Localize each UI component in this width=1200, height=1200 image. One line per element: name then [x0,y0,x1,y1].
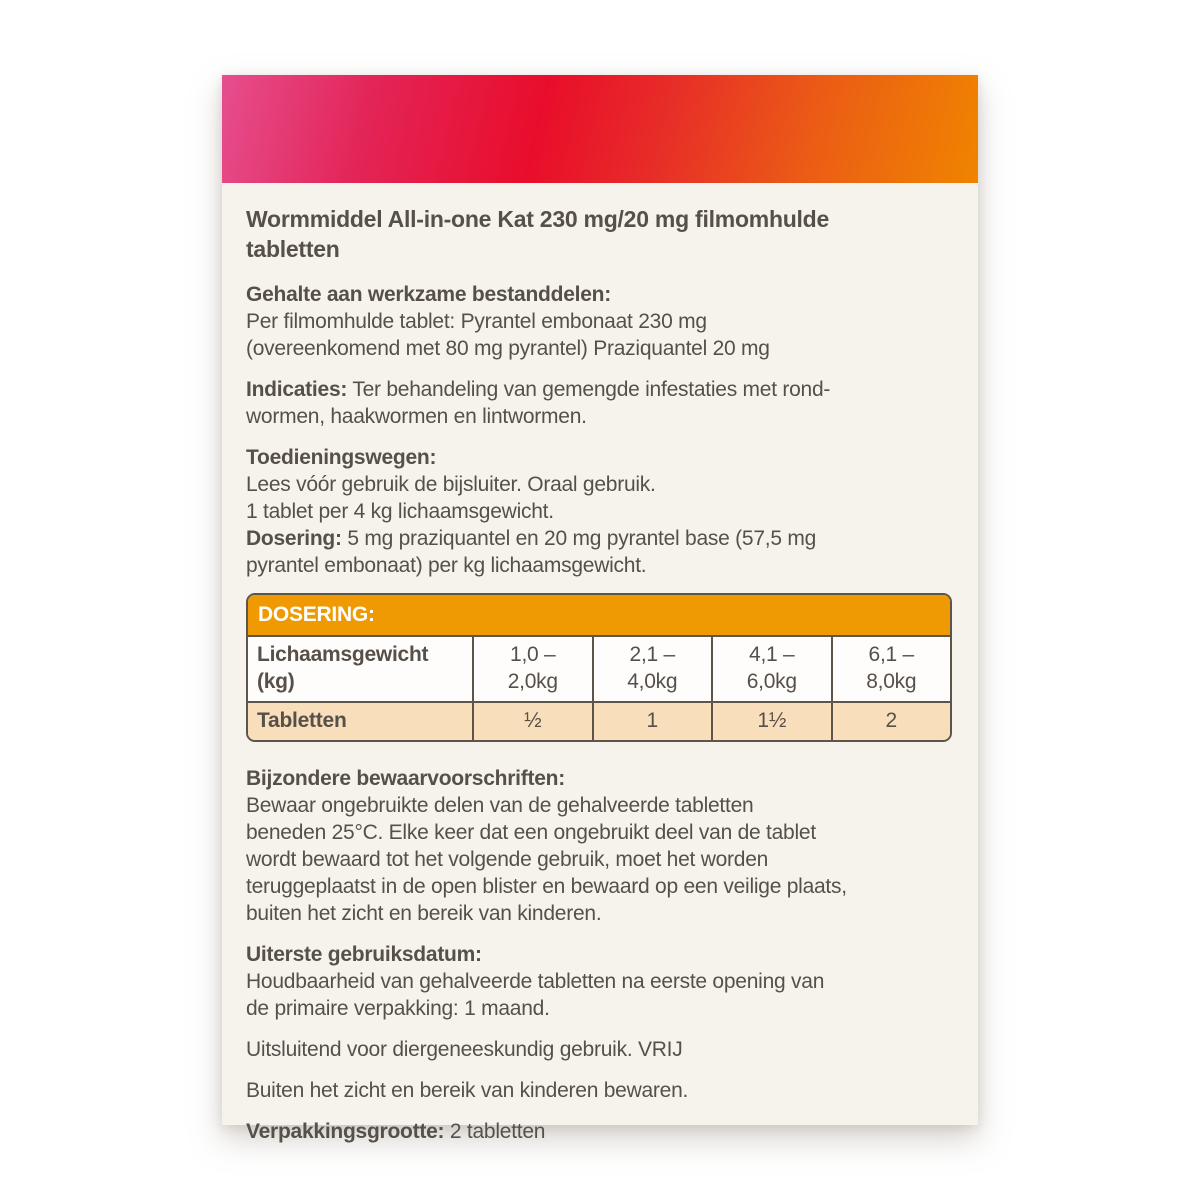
section-pack-size [246,1118,952,1145]
body-line: Houdbaarheid van gehalveerde tabletten na eerste opening van [246,970,825,993]
section-expiry [246,941,952,1022]
body-line [246,1118,952,1145]
section-veterinary-use [246,1036,952,1063]
body-line: wordt bewaard tot het volgende gebruik, moet het worden [246,848,769,871]
table-cell-weight-range: 2,1 – 4,0kg [592,637,712,701]
table-cell-weight-range: 4,1 – 6,0kg [711,637,831,701]
body-line: Bewaar ongebruikte delen van de gehalveerde tabletten [246,794,754,817]
product-title [246,204,952,264]
product-title-line: tabletten [246,236,340,262]
body-line: (overeenkomend met 80 mg pyrantel) Praziquantel 20 mg [246,337,770,360]
inline-label: Dosering: [246,527,342,550]
table-cell-tablet-count: 1 [592,703,712,740]
section-storage [246,765,952,927]
medicine-label-card [222,75,978,1143]
table-row-bodyweight [248,637,950,701]
body-line [246,525,952,552]
table-cell-tablet-count: 1½ [711,703,831,740]
body-line: wormen, haakwormen en lintwormen. [246,405,587,428]
label-content [222,183,978,1145]
table-cell-weight-range: 1,0 – 2,0kg [472,637,592,701]
section-administration [246,444,952,579]
body-line: Per filmomhulde tablet: Pyrantel embonaat 230 mg [246,310,707,333]
section-heading: Gehalte aan werkzame bestanddelen: [246,283,611,306]
body-line: pyrantel embonaat) per kg lichaamsgewicht. [246,554,647,577]
section-heading: Uiterste gebruiksdatum: [246,943,482,966]
table-cell-tablets-label: Tabletten [257,709,347,732]
body-line: Lees vóór gebruik de bijsluiter. Oraal gebruik. [246,473,656,496]
inline-label: Verpakkingsgrootte: [246,1120,445,1143]
body-line: Buiten het zicht en bereik van kinderen bewaren. [246,1079,689,1102]
product-title-line: Wormmiddel All-in-one Kat 230 mg/20 mg filmomhulde [246,206,830,232]
section-heading: Toedieningswegen: [246,446,437,469]
section-heading: Bijzondere bewaarvoorschriften: [246,767,565,790]
section-indications [246,376,952,430]
table-cell-tablet-count: 2 [831,703,951,740]
body-line: de primaire verpakking: 1 maand. [246,997,550,1020]
body-text: 2 tabletten [444,1120,546,1143]
table-cell-weight-range: 6,1 – 8,0kg [831,637,951,701]
section-keep-away-children [246,1077,952,1104]
body-line [246,376,952,403]
body-line: teruggeplaatst in de open blister en bewaard op een veilige plaats, [246,875,847,898]
dosing-table-title: DOSERING: [248,595,950,637]
inline-label: Indicaties: [246,378,348,401]
body-line: Uitsluitend voor diergeneeskundig gebruik. VRIJ [246,1038,683,1061]
table-cell-weight-label: Lichaamsgewicht (kg) [257,643,429,693]
table-cell-tablet-count: ½ [472,703,592,740]
body-text: Ter behandeling van gemengde infestaties met rond- [347,378,831,401]
body-line: buiten het zicht en bereik van kinderen. [246,902,602,925]
body-line: 1 tablet per 4 kg lichaamsgewicht. [246,500,554,523]
body-line: beneden 25°C. Elke keer dat een ongebruikt deel van de tablet [246,821,816,844]
table-row-tablets [248,701,950,740]
section-active-substances [246,281,952,362]
brand-gradient-banner [222,75,978,183]
body-text: 5 mg praziquantel en 20 mg pyrantel base (57,5 mg [341,527,817,550]
dosing-table [246,593,952,742]
